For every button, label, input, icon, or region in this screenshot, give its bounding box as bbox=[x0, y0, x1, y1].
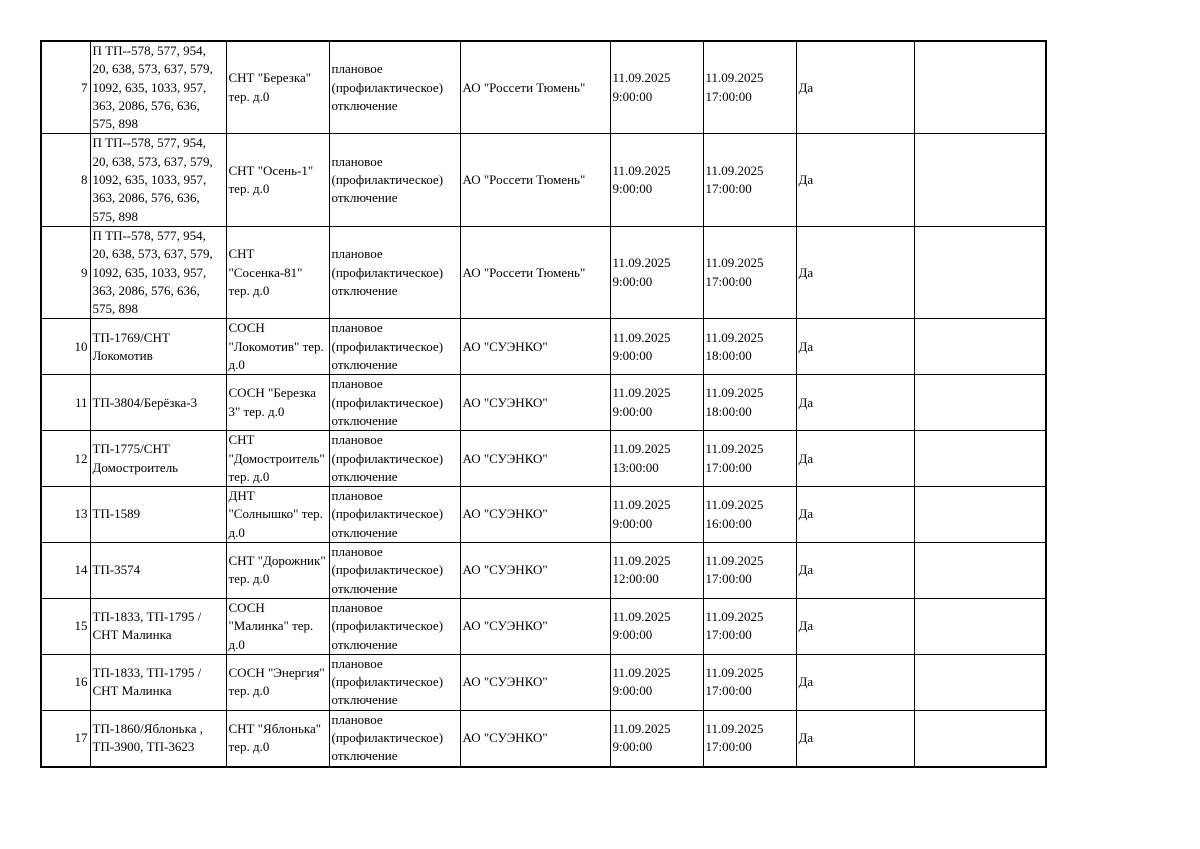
flag-cell: Да bbox=[796, 654, 914, 710]
row-number-cell: 12 bbox=[41, 431, 90, 487]
object-cell: ТП-1775/СНТ Домостроитель bbox=[90, 431, 226, 487]
consumer-cell: СНТ "Яблонька" тер. д.0 bbox=[226, 710, 329, 766]
table-row bbox=[41, 226, 1046, 318]
consumer-cell: СОСН "Энергия" тер. д.0 bbox=[226, 654, 329, 710]
row-number-cell: 13 bbox=[41, 487, 90, 543]
row-number-cell: 17 bbox=[41, 710, 90, 766]
flag-cell: Да bbox=[796, 226, 914, 318]
row-number-cell: 15 bbox=[41, 598, 90, 654]
end-datetime-cell: 11.09.2025 17:00:00 bbox=[703, 543, 796, 599]
flag-cell: Да bbox=[796, 598, 914, 654]
object-cell: ТП-3574 bbox=[90, 543, 226, 599]
empty-cell bbox=[914, 319, 1046, 375]
empty-cell bbox=[914, 598, 1046, 654]
object-cell: ТП-1833, ТП-1795 /СНТ Малинка bbox=[90, 598, 226, 654]
end-datetime-cell: 11.09.2025 17:00:00 bbox=[703, 41, 796, 134]
organization-cell: АО "СУЭНКО" bbox=[460, 431, 610, 487]
organization-cell: АО "СУЭНКО" bbox=[460, 654, 610, 710]
consumer-cell: СНТ "Березка" тер. д.0 bbox=[226, 41, 329, 134]
consumer-cell: СОСН "Локомотив" тер. д.0 bbox=[226, 319, 329, 375]
outage-type-cell: плановое (профилактическое) отключение bbox=[329, 710, 460, 766]
start-datetime-cell: 11.09.2025 9:00:00 bbox=[610, 710, 703, 766]
end-datetime-cell: 11.09.2025 16:00:00 bbox=[703, 487, 796, 543]
consumer-cell: СОСН "Малинка" тер. д.0 bbox=[226, 598, 329, 654]
consumer-cell: СОСН "Березка 3" тер. д.0 bbox=[226, 375, 329, 431]
organization-cell: АО "СУЭНКО" bbox=[460, 375, 610, 431]
end-datetime-cell: 11.09.2025 18:00:00 bbox=[703, 375, 796, 431]
empty-cell bbox=[914, 431, 1046, 487]
start-datetime-cell: 11.09.2025 9:00:00 bbox=[610, 598, 703, 654]
end-datetime-cell: 11.09.2025 17:00:00 bbox=[703, 654, 796, 710]
row-number-cell: 7 bbox=[41, 41, 90, 134]
organization-cell: АО "СУЭНКО" bbox=[460, 319, 610, 375]
outage-type-cell: плановое (профилактическое) отключение bbox=[329, 226, 460, 318]
table-row bbox=[41, 41, 1046, 134]
organization-cell: АО "Россети Тюмень" bbox=[460, 41, 610, 134]
start-datetime-cell: 11.09.2025 9:00:00 bbox=[610, 375, 703, 431]
end-datetime-cell: 11.09.2025 17:00:00 bbox=[703, 598, 796, 654]
flag-cell: Да bbox=[796, 134, 914, 226]
table-row bbox=[41, 543, 1046, 599]
outage-type-cell: плановое (профилактическое) отключение bbox=[329, 134, 460, 226]
object-cell: П ТП--578, 577, 954, 20, 638, 573, 637, 579, 1092, 635, 1033, 957, 363, 2086, 576, 636, 575, 898 bbox=[90, 226, 226, 318]
end-datetime-cell: 11.09.2025 17:00:00 bbox=[703, 134, 796, 226]
start-datetime-cell: 11.09.2025 12:00:00 bbox=[610, 543, 703, 599]
outage-type-cell: плановое (профилактическое) отключение bbox=[329, 431, 460, 487]
object-cell: ТП-1769/СНТ Локомотив bbox=[90, 319, 226, 375]
object-cell: ТП-1833, ТП-1795 /СНТ Малинка bbox=[90, 654, 226, 710]
start-datetime-cell: 11.09.2025 13:00:00 bbox=[610, 431, 703, 487]
row-number-cell: 8 bbox=[41, 134, 90, 226]
organization-cell: АО "Россети Тюмень" bbox=[460, 226, 610, 318]
organization-cell: АО "СУЭНКО" bbox=[460, 487, 610, 543]
end-datetime-cell: 11.09.2025 17:00:00 bbox=[703, 710, 796, 766]
table-row bbox=[41, 319, 1046, 375]
object-cell: ТП-1589 bbox=[90, 487, 226, 543]
consumer-cell: СНТ "Сосенка-81" тер. д.0 bbox=[226, 226, 329, 318]
flag-cell: Да bbox=[796, 41, 914, 134]
empty-cell bbox=[914, 226, 1046, 318]
object-cell: П ТП--578, 577, 954, 20, 638, 573, 637, 579, 1092, 635, 1033, 957, 363, 2086, 576, 636, 575, 898 bbox=[90, 41, 226, 134]
empty-cell bbox=[914, 487, 1046, 543]
empty-cell bbox=[914, 375, 1046, 431]
consumer-cell: СНТ "Домостроитель" тер. д.0 bbox=[226, 431, 329, 487]
flag-cell: Да bbox=[796, 487, 914, 543]
organization-cell: АО "СУЭНКО" bbox=[460, 543, 610, 599]
row-number-cell: 9 bbox=[41, 226, 90, 318]
row-number-cell: 16 bbox=[41, 654, 90, 710]
organization-cell: АО "Россети Тюмень" bbox=[460, 134, 610, 226]
outage-schedule-table bbox=[40, 40, 1047, 768]
end-datetime-cell: 11.09.2025 17:00:00 bbox=[703, 431, 796, 487]
empty-cell bbox=[914, 654, 1046, 710]
empty-cell bbox=[914, 134, 1046, 226]
start-datetime-cell: 11.09.2025 9:00:00 bbox=[610, 41, 703, 134]
outage-type-cell: плановое (профилактическое) отключение bbox=[329, 487, 460, 543]
table-row bbox=[41, 654, 1046, 710]
empty-cell bbox=[914, 710, 1046, 766]
row-number-cell: 14 bbox=[41, 543, 90, 599]
table-row bbox=[41, 487, 1046, 543]
table-row bbox=[41, 598, 1046, 654]
outage-type-cell: плановое (профилактическое) отключение bbox=[329, 598, 460, 654]
table-body bbox=[41, 41, 1046, 767]
object-cell: ТП-3804/Берёзка-3 bbox=[90, 375, 226, 431]
flag-cell: Да bbox=[796, 431, 914, 487]
outage-type-cell: плановое (профилактическое) отключение bbox=[329, 319, 460, 375]
row-number-cell: 10 bbox=[41, 319, 90, 375]
start-datetime-cell: 11.09.2025 9:00:00 bbox=[610, 654, 703, 710]
row-number-cell: 11 bbox=[41, 375, 90, 431]
table-row bbox=[41, 375, 1046, 431]
outage-type-cell: плановое (профилактическое) отключение bbox=[329, 375, 460, 431]
start-datetime-cell: 11.09.2025 9:00:00 bbox=[610, 487, 703, 543]
consumer-cell: СНТ "Осень-1" тер. д.0 bbox=[226, 134, 329, 226]
start-datetime-cell: 11.09.2025 9:00:00 bbox=[610, 134, 703, 226]
outage-type-cell: плановое (профилактическое) отключение bbox=[329, 654, 460, 710]
table-row bbox=[41, 431, 1046, 487]
flag-cell: Да bbox=[796, 375, 914, 431]
outage-type-cell: плановое (профилактическое) отключение bbox=[329, 41, 460, 134]
end-datetime-cell: 11.09.2025 18:00:00 bbox=[703, 319, 796, 375]
consumer-cell: СНТ "Дорожник" тер. д.0 bbox=[226, 543, 329, 599]
outage-type-cell: плановое (профилактическое) отключение bbox=[329, 543, 460, 599]
organization-cell: АО "СУЭНКО" bbox=[460, 710, 610, 766]
object-cell: ТП-1860/Яблонька , ТП-3900, ТП-3623 bbox=[90, 710, 226, 766]
table-row bbox=[41, 134, 1046, 226]
empty-cell bbox=[914, 41, 1046, 134]
object-cell: П ТП--578, 577, 954, 20, 638, 573, 637, 579, 1092, 635, 1033, 957, 363, 2086, 576, 636, 575, 898 bbox=[90, 134, 226, 226]
table-row bbox=[41, 710, 1046, 766]
end-datetime-cell: 11.09.2025 17:00:00 bbox=[703, 226, 796, 318]
start-datetime-cell: 11.09.2025 9:00:00 bbox=[610, 226, 703, 318]
empty-cell bbox=[914, 543, 1046, 599]
flag-cell: Да bbox=[796, 710, 914, 766]
start-datetime-cell: 11.09.2025 9:00:00 bbox=[610, 319, 703, 375]
flag-cell: Да bbox=[796, 319, 914, 375]
consumer-cell: ДНТ "Солнышко" тер. д.0 bbox=[226, 487, 329, 543]
organization-cell: АО "СУЭНКО" bbox=[460, 598, 610, 654]
flag-cell: Да bbox=[796, 543, 914, 599]
